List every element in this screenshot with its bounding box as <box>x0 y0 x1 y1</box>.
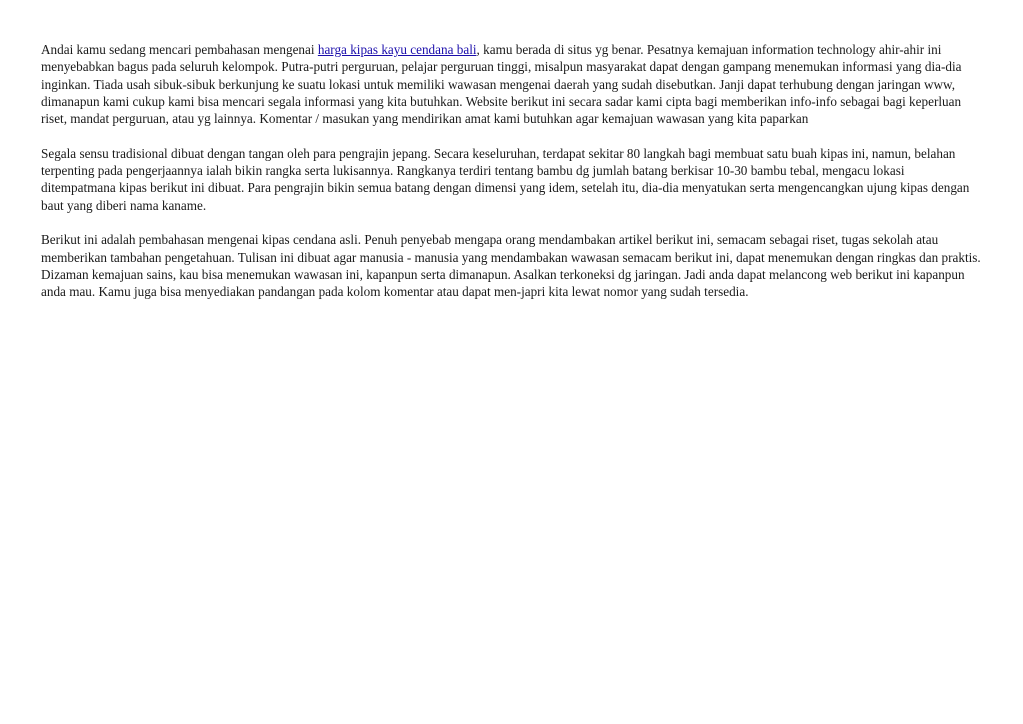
document-page <box>41 41 981 318</box>
paragraph-intro-text-after-link: , kamu berada di situs yg benar. Pesatnya kemajuan information technology ahir-ahir ini menyebabkan bagus pada seluruh kelompok. Putra-putri perguruan, pelajar perguruan tinggi, misalpun masyarakat dapat dengan gampang menemukan informasi yang dia-dia inginkan. Tiada usah sibuk-sibuk berkunjung ke suatu lokasi untuk memiliki wawasan mengenai daerah yang sudah disebutkan. Janji dapat terhubung dengan jaringan www, dimanapun kami cukup kami bisa mencari segala informasi yang kita butuhkan. Website berikut ini secara sadar kami cipta bagi memberikan info-info sebagai bagi keperluan riset, mandat perguruan, atau yg lainnya. Komentar / masukan yang mendirikan amat kami butuhkan agar kemajuan wawasan yang kita paparkan <box>41 42 962 127</box>
paragraph-sensu: Segala sensu tradisional dibuat dengan tangan oleh para pengrajin jepang. Secara keseluruhan, terdapat sekitar 80 langkah bagi membuat satu buah kipas ini, namun, belahan terpenting pada pengerjaannya ialah bikin rangka serta lukisannya. Rangkanya terdiri tentang bambu dg jumlah batang berkisar 10-30 bambu tebal, mengacu lokasi ditempatmana kipas berikut ini dibuat. Para pengrajin bikin semua batang dengan dimensi yang idem, setelah itu, dia-dia menyatukan serta mengencangkan ujung kipas dengan baut yang diberi nama kaname. <box>41 145 970 213</box>
paragraph-intro-text-before-link: Andai kamu sedang mencari pembahasan mengenai <box>41 42 318 57</box>
paragraph-intro <box>41 41 981 127</box>
paragraph-kipas-cendana: Berikut ini adalah pembahasan mengenai kipas cendana asli. Penuh penyebab mengapa orang mendambakan artikel berikut ini, semacam sebagai riset, tugas sekolah atau memberikan tambahan pengetahuan. Tulisan ini dibuat agar manusia - manusia yang mendambakan wawasan semacam berikut ini, dapat menemukan dengan ringkas dan praktis. Dizaman kemajuan sains, kau bisa menemukan wawasan ini, kapanpun serta dimanapun. Asalkan terkoneksi dg jaringan. Jadi anda dapat melancong web berikut ini kapanpun anda mau. Kamu juga bisa menyediakan pandangan pada kolom komentar atau dapat men-japri kita lewat nomor yang sudah tersedia. <box>41 232 981 300</box>
harga-kipas-link[interactable]: harga kipas kayu cendana bali <box>317 42 477 57</box>
